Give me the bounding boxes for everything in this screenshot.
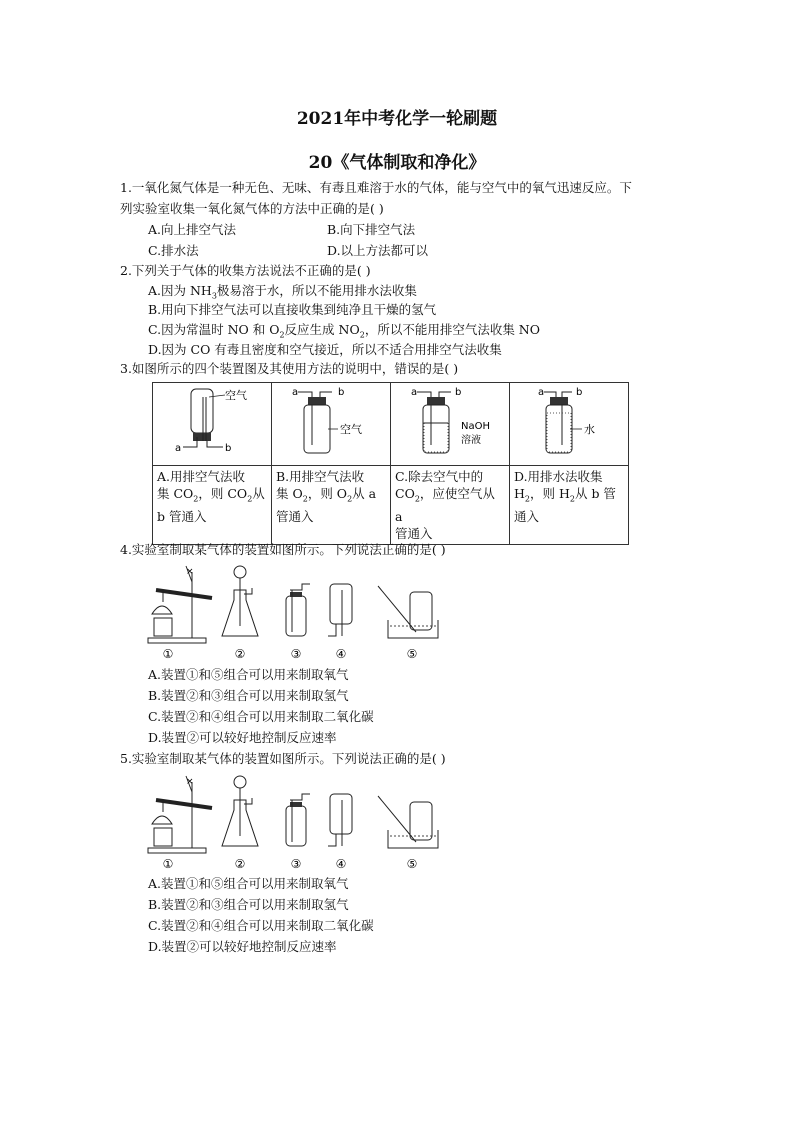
q3-figure-b (272, 383, 391, 466)
port-a-label: a (175, 443, 182, 454)
inverted-collection-bottle-diagram (328, 794, 352, 846)
q3-figure-c (391, 383, 510, 466)
svg-text:b: b (338, 387, 345, 398)
svg-text:b: b (455, 387, 462, 398)
naoh-washing-bottle-diagram (391, 383, 509, 461)
svg-text:溶液: 溶液 (461, 435, 481, 446)
gas-bottle-diagram (286, 584, 310, 636)
port-b-label: b (225, 443, 232, 454)
q5-apparatus-figure (140, 772, 440, 874)
label-2: ② (234, 647, 246, 661)
label-5: ⑤ (406, 647, 418, 661)
q2-option-c: C.因为常温时 NO 和 $O_2$反应生成 $NO_2$，所以不能用排空气法收集 NO (148, 322, 540, 340)
q3-stem: 3.如图所示的四个装置图及其使用方法的说明中，错误的是( ) (120, 361, 459, 376)
q3-caption-c: C.除去空气中的 $CO_2$，应使空气从 a 管通入 (391, 466, 510, 545)
q2-stem: 2.下列关于气体的收集方法说法不正确的是( ) (120, 263, 371, 278)
q2-option-d: D.因为 CO 有毒且密度和空气接近，所以不适合用排空气法收集 (148, 342, 502, 357)
heating-apparatus-diagram (148, 566, 212, 643)
q1-option-b: B.向下排空气法 (327, 222, 416, 237)
q3-caption-d: D.用排水法收集 $H_2$，则 $H_2$从 b 管 通入 (510, 466, 629, 545)
q5-option-c: C.装置②和④组合可以用来制取二氧化碳 (148, 918, 374, 933)
q3-apparatus-table (152, 382, 629, 545)
svg-text:b: b (576, 387, 583, 398)
svg-text:a: a (538, 387, 545, 398)
page-title: 2021年中考化学一轮刷题 (296, 109, 498, 129)
label-3: ③ (290, 647, 302, 661)
q2-option-b: B.用向下排空气法可以直接收集到纯净且干燥的氢气 (148, 302, 437, 317)
inverted-bottle-diagram (153, 383, 271, 461)
svg-text:空气: 空气 (340, 423, 362, 436)
air-label: 空气 (225, 389, 247, 402)
heating-apparatus-diagram (148, 776, 212, 853)
svg-text:×: × (186, 777, 194, 787)
svg-text:水: 水 (584, 423, 595, 436)
q4-option-a: A.装置①和⑤组合可以用来制取氧气 (148, 667, 349, 682)
q4-option-d: D.装置②可以较好地控制反应速率 (148, 730, 337, 745)
q4-option-b: B.装置②和③组合可以用来制取氢气 (148, 688, 349, 703)
q3-figure-a (153, 383, 272, 466)
q5-option-d: D.装置②可以较好地控制反应速率 (148, 939, 337, 954)
q1-stem-line1: 1.一氧化氮气体是一种无色、无味、有毒且难溶于水的气体，能与空气中的氧气迅速反应。下 (120, 180, 632, 195)
q5-stem: 5.实验室制取某气体的装置如图所示。下列说法正确的是( ) (120, 751, 446, 766)
label-2: ② (234, 857, 246, 871)
label-3: ③ (290, 857, 302, 871)
q5-option-a: A.装置①和⑤组合可以用来制取氧气 (148, 876, 349, 891)
svg-text:a: a (411, 387, 418, 398)
q3-caption-b: B.用排空气法收 集 $O_2$，则 $O_2$从 a 管通入 (272, 466, 391, 545)
label-4: ④ (335, 647, 347, 661)
water-trough-diagram (378, 586, 438, 638)
q1-stem-line2: 列实验室收集一氧化氮气体的方法中正确的是( ) (120, 201, 384, 216)
inverted-collection-bottle-diagram (328, 584, 352, 636)
q4-apparatus-figure (140, 562, 440, 664)
q5-option-b: B.装置②和③组合可以用来制取氢气 (148, 897, 349, 912)
q1-option-d: D.以上方法都可以 (327, 243, 429, 258)
gas-bottle-diagram (286, 794, 310, 846)
water-bottle-diagram (510, 383, 628, 461)
q3-figure-d (510, 383, 629, 466)
svg-text:×: × (186, 567, 194, 577)
q1-option-c: C.排水法 (148, 243, 199, 258)
q2-option-a: A.因为 $NH_3$极易溶于水，所以不能用排水法收集 (148, 283, 417, 301)
label-1: ① (162, 647, 174, 661)
label-1: ① (162, 857, 174, 871)
label-4: ④ (335, 857, 347, 871)
q3-caption-a: A.用排空气法收 集 $CO_2$，则 $CO_2$从 b 管通入 (153, 466, 272, 545)
upright-bottle-diagram (272, 383, 390, 461)
flask-with-funnel-diagram (222, 566, 258, 636)
water-trough-diagram (378, 796, 438, 848)
svg-text:NaOH: NaOH (461, 421, 490, 432)
label-5: ⑤ (406, 857, 418, 871)
svg-text:a: a (292, 387, 299, 398)
flask-with-funnel-diagram (222, 776, 258, 846)
page-subtitle: 20《气体制取和净化》 (308, 153, 486, 173)
q1-option-a: A.向上排空气法 (148, 222, 237, 237)
q4-option-c: C.装置②和④组合可以用来制取二氧化碳 (148, 709, 374, 724)
q4-stem: 4.实验室制取某气体的装置如图所示。下列说法正确的是( ) (120, 542, 446, 557)
